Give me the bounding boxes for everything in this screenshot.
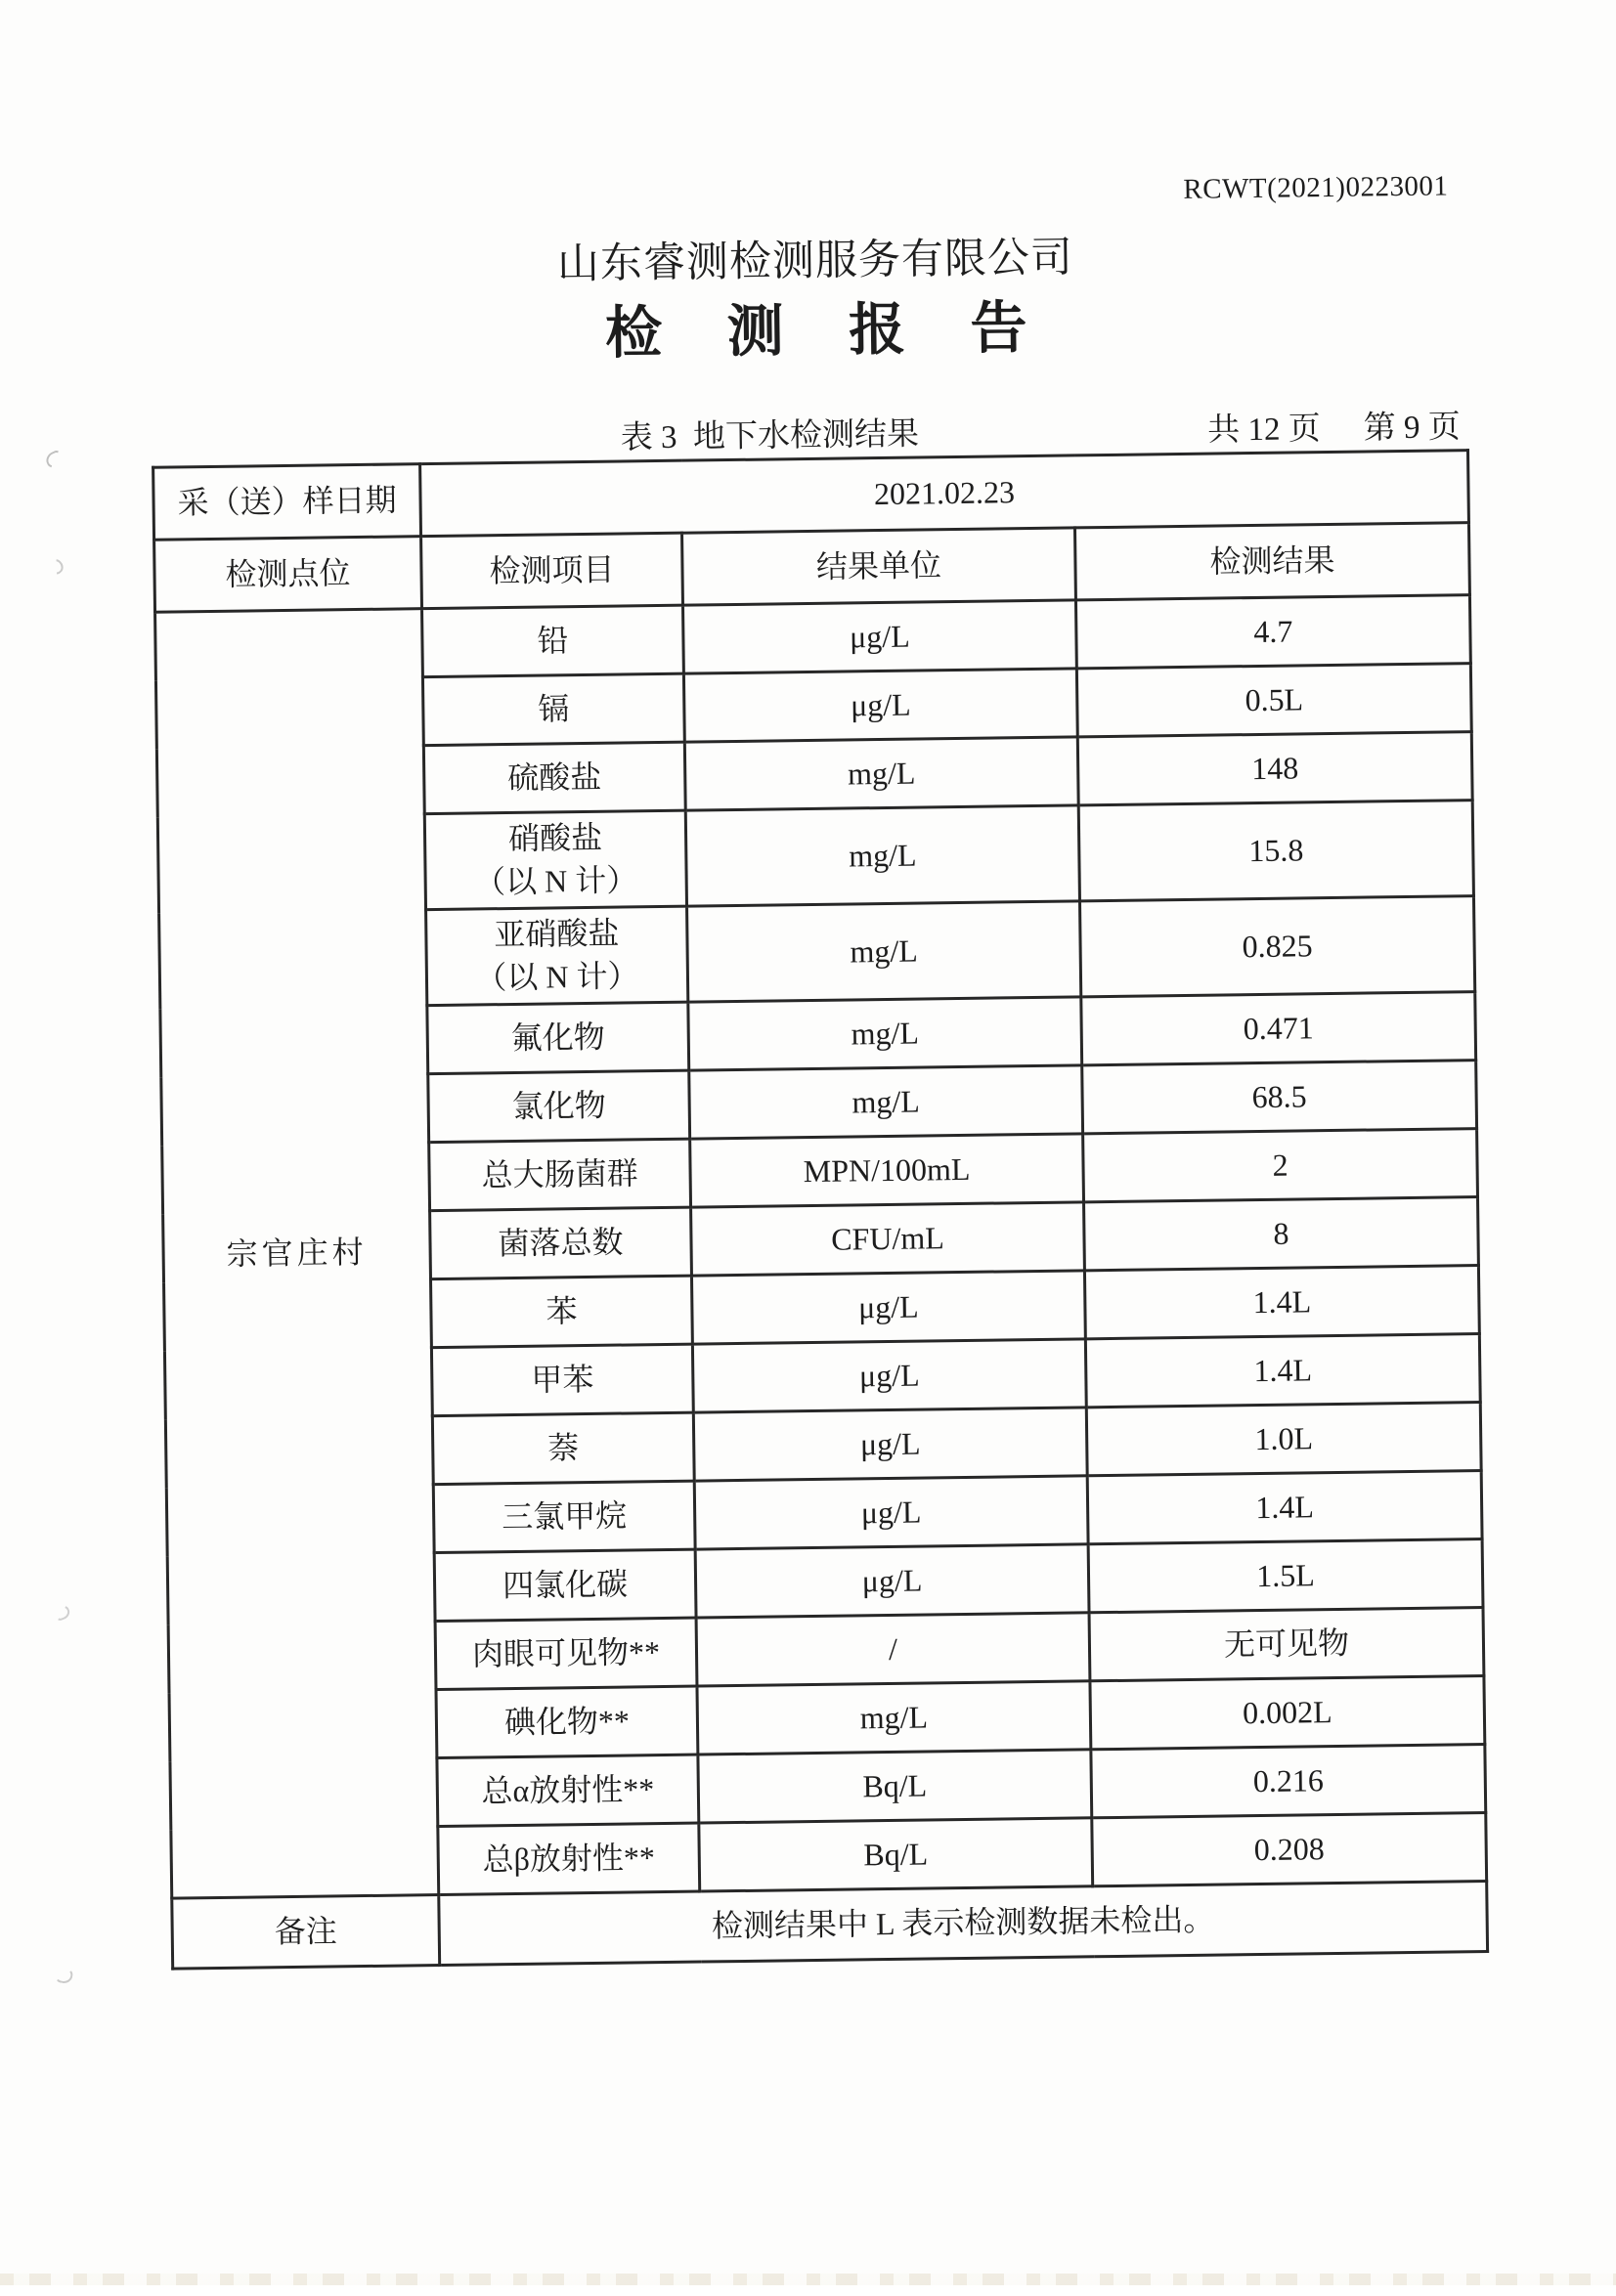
item-cell: 四氯化碳 <box>434 1549 696 1621</box>
unit-cell: mg/L <box>697 1681 1091 1754</box>
item-cell: 萘 <box>432 1412 694 1484</box>
result-cell: 8 <box>1084 1197 1479 1271</box>
unit-cell: μg/L <box>683 669 1077 742</box>
report-title: 检 测 报 告 <box>604 295 1053 366</box>
unit-cell: MPN/100mL <box>690 1134 1084 1207</box>
result-cell: 4.7 <box>1075 595 1470 669</box>
item-cell: 硫酸盐 <box>423 742 685 813</box>
result-cell: 0.5L <box>1076 664 1471 737</box>
column-header-item: 检测项目 <box>421 533 683 608</box>
item-cell: 甲苯 <box>431 1344 693 1415</box>
current-page: 第 9 页 <box>1363 410 1461 447</box>
unit-cell: μg/L <box>695 1544 1089 1618</box>
item-cell: 菌落总数 <box>430 1207 692 1278</box>
unit-cell: Bq/L <box>699 1818 1093 1891</box>
scan-artifact <box>55 1967 73 1985</box>
note-value-cell: 检测结果中 L 表示检测数据未检出。 <box>439 1882 1488 1966</box>
company-name: 山东睿测检测服务有限公司 <box>556 235 1074 288</box>
result-cell: 0.825 <box>1079 896 1474 997</box>
item-cell: 总α放射性** <box>437 1754 699 1826</box>
result-cell: 2 <box>1083 1129 1478 1202</box>
result-cell: 0.002L <box>1090 1676 1485 1750</box>
column-header-result: 检测结果 <box>1074 523 1469 600</box>
unit-cell: mg/L <box>684 737 1078 810</box>
date-label-cell: 采（送）样日期 <box>153 464 421 541</box>
note-label-cell: 备注 <box>172 1895 440 1970</box>
unit-cell: mg/L <box>688 997 1082 1070</box>
unit-cell: μg/L <box>694 1476 1088 1549</box>
unit-cell: Bq/L <box>698 1750 1092 1823</box>
item-cell: 碘化物** <box>436 1686 698 1757</box>
unit-cell: mg/L <box>687 901 1081 1002</box>
unit-cell: CFU/mL <box>691 1202 1085 1276</box>
item-cell: 三氯甲烷 <box>433 1481 695 1552</box>
item-cell: 硝酸盐 （以 N 计） <box>424 810 686 909</box>
date-value-cell: 2021.02.23 <box>420 451 1469 537</box>
result-cell: 15.8 <box>1078 801 1473 901</box>
column-header-unit: 结果单位 <box>682 528 1076 605</box>
result-cell: 1.4L <box>1085 1334 1480 1408</box>
table-caption: 表 3 地下水检测结果 <box>620 416 920 456</box>
result-cell: 1.4L <box>1084 1266 1479 1339</box>
unit-cell: μg/L <box>692 1339 1086 1412</box>
result-cell: 0.471 <box>1081 992 1476 1065</box>
unit-cell: μg/L <box>691 1271 1085 1344</box>
scanner-edge-noise <box>0 2274 1616 2285</box>
result-cell: 0.208 <box>1092 1813 1487 1886</box>
result-cell: 无可见物 <box>1089 1608 1484 1681</box>
item-cell: 镉 <box>422 673 684 745</box>
results-table <box>152 449 1489 1971</box>
item-cell: 氯化物 <box>428 1070 690 1142</box>
unit-cell: mg/L <box>685 805 1079 906</box>
site-name-cell: 宗官庄村 <box>155 609 439 1898</box>
total-pages: 共 12 页 <box>1206 412 1321 449</box>
scan-artifact <box>52 1604 71 1623</box>
unit-cell: μg/L <box>693 1408 1087 1481</box>
unit-cell: μg/L <box>682 600 1076 673</box>
result-cell: 1.5L <box>1088 1539 1483 1613</box>
pages-indicator <box>1207 401 1466 450</box>
result-cell: 1.0L <box>1086 1403 1481 1476</box>
item-cell: 苯 <box>430 1276 692 1347</box>
results-table-body <box>153 451 1488 1969</box>
report-number: RCWT(2021)0223001 <box>1183 170 1449 205</box>
item-cell: 铅 <box>422 605 684 676</box>
result-cell: 1.4L <box>1087 1471 1482 1544</box>
item-cell: 总大肠菌群 <box>429 1139 691 1210</box>
item-cell: 肉眼可见物** <box>435 1618 697 1689</box>
unit-cell: mg/L <box>689 1065 1083 1139</box>
column-header-site: 检测点位 <box>154 537 422 613</box>
scan-artifact <box>43 449 66 470</box>
result-cell: 0.216 <box>1091 1745 1486 1818</box>
item-cell: 亚硝酸盐 （以 N 计） <box>426 906 688 1005</box>
unit-cell: / <box>696 1613 1090 1686</box>
result-cell: 68.5 <box>1082 1061 1477 1134</box>
item-cell: 氟化物 <box>427 1002 689 1073</box>
scan-artifact <box>47 557 66 577</box>
item-cell: 总β放射性** <box>438 1823 700 1894</box>
result-cell: 148 <box>1077 732 1472 805</box>
